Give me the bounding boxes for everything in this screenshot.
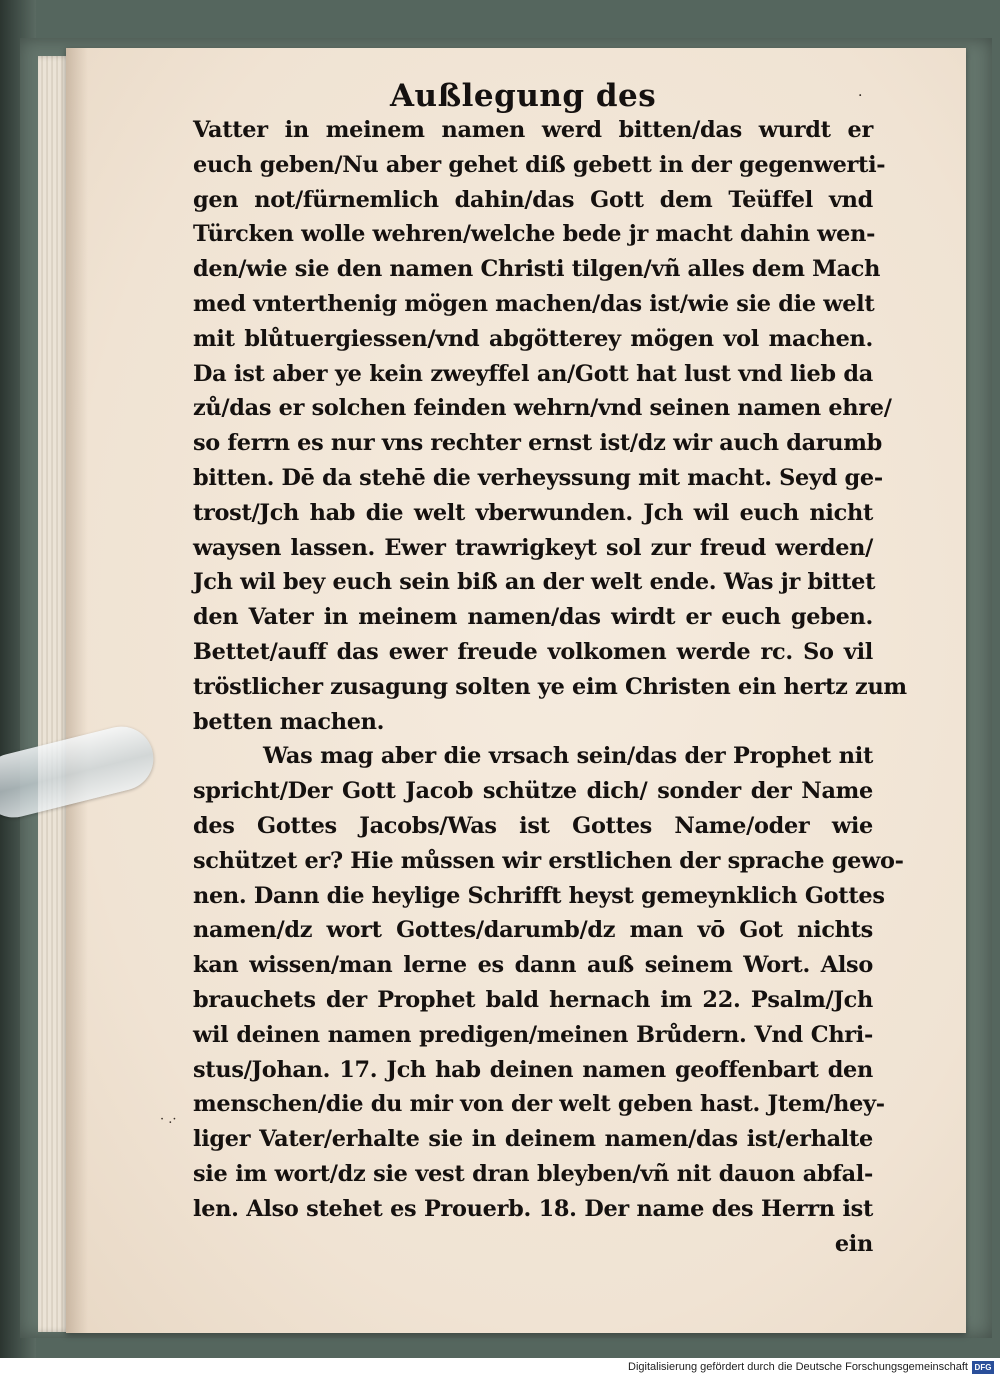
text-line: med vnterthenig mögen machen/das ist/wie sie die welt [193, 290, 875, 317]
text-line: Türcken wolle wehren/welche bede jr macht dahin wen- [193, 221, 876, 248]
text-line: kan wissen/man lerne es dann auß seinem Wort. Also [193, 952, 873, 979]
text-line: spricht/Der Gott Jacob schütze dich/ sonder der Name [193, 778, 873, 805]
text-line: den/wie sie den namen Christi tilgen/vñ alles dem Mach [193, 256, 881, 283]
text-line: liger Vater/erhalte sie in deinem namen/das ist/erhalte [193, 1126, 873, 1153]
text-line: so ferrn es nur vns rechter ernst ist/dz wir auch darumb [193, 430, 883, 457]
ink-specks: · .· [160, 1112, 177, 1127]
text-line: sie im wort/dz sie vest dran bleyben/vñ nit dauon abfal- [193, 1160, 873, 1187]
text-line: menschen/die du mir von der welt geben hast. Jtem/hey- [193, 1091, 885, 1118]
text-line: mit blůtuergiessen/vnd abgötterey mögen vol machen. [193, 325, 873, 352]
text-line: tröstlicher zusagung solten ye eim Christen ein hertz zum [193, 673, 907, 700]
text-line: len. Also stehet es Prouerb. 18. Der name des Herrn ist [193, 1195, 873, 1222]
text-line: Bettet/auff das ewer freude volkomen werde rc. So vil [193, 638, 873, 665]
funding-notice: Digitalisierung gefördert durch die Deutsche Forschungsgemeinschaft [628, 1361, 968, 1373]
catchword: ein [834, 1230, 873, 1257]
text-line-paragraph-end: betten machen. [193, 708, 385, 735]
page-gutter-shade [66, 48, 88, 1333]
text-line: Vatter in meinem namen werd bitten/das wurdt er [193, 117, 873, 143]
text-line: namen/dz wort Gottes/darumb/dz man vō Got nichts [193, 917, 873, 944]
margin-mark: · [858, 88, 863, 104]
dfg-logo-icon: DFG [972, 1361, 994, 1374]
text-line: gen not/fürnemlich dahin/das Gott dem Teüffel vnd [193, 186, 873, 213]
text-line-paragraph-start: Was mag aber die vrsach sein/das der Prophet nit [263, 743, 873, 770]
text-line: euch geben/Nu aber gehet diß gebett in der gegenwerti- [193, 151, 886, 178]
text-line: des Gottes Jacobs/Was ist Gottes Name/oder wie [193, 812, 873, 839]
text-line: waysen lassen. Ewer trawrigkeyt sol zur freud werden/ [193, 534, 873, 561]
text-line: schützet er? Hie můssen wir erstlichen der sprache gewo- [193, 847, 904, 874]
text-line: Jch wil bey euch sein biß an der welt ende. Was jr bittet [193, 569, 876, 596]
text-line: bitten. Dē da stehē die verheyssung mit macht. Seyd ge- [193, 464, 883, 491]
footer-bar [0, 1358, 1000, 1378]
text-line: Da ist aber ye kein zweyffel an/Gott hat lust vnd lieb da [193, 360, 873, 387]
text-line: den Vater in meinem namen/das wirdt er euch geben. [193, 604, 873, 631]
page-heading: Außlegung des [390, 78, 657, 114]
text-line: stus/Johan. 17. Jch hab deinen namen geoffenbart den [193, 1056, 873, 1083]
text-line: brauchets der Prophet bald hernach im 22. Psalm/Jch [193, 986, 873, 1013]
body-text [193, 113, 907, 1261]
text-line: zů/das er solchen feinden wehrn/vnd seinen namen ehre/ [193, 395, 892, 422]
text-line: nen. Dann die heylige Schrifft heyst gemeynklich Gottes [193, 882, 885, 909]
text-line: trost/Jch hab die welt vberwunden. Jch wil euch nicht [193, 499, 873, 526]
text-line: wil deinen namen predigen/meinen Brůdern. Vnd Chri- [193, 1021, 873, 1048]
